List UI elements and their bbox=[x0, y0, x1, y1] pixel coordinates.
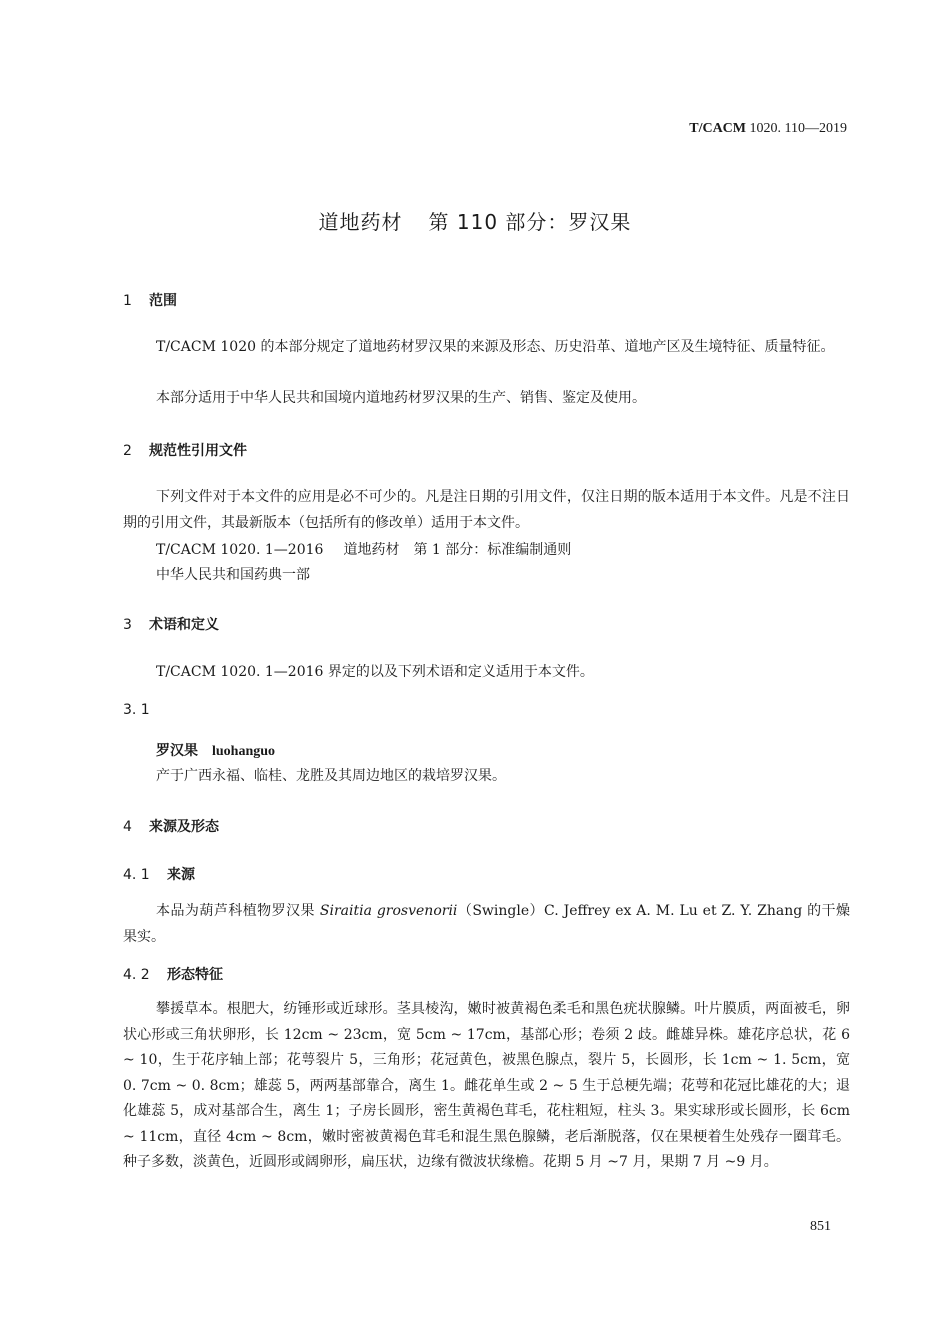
subsection-4-2-paragraph: 攀援草本。根肥大，纺锤形或近球形。茎具棱沟，嫩时被黄褐色柔毛和黑色疣状腺鳞。叶片膜质，两面被毛，卵状心形或三角状卵形，长 12cm ~ 23cm，宽 5cm ~ 17cm，基部心形；卷须 2 歧。雌雄异株。雄花序总状，花 6 ~ 10，生于花序轴上部；花萼裂片 5，三角形；花冠黄色，被黑色腺点，裂片 5，长圆形，长 1cm ~ 1. 5cm，宽 0. 7cm ~ 0. 8cm；雄蕊 5，两两基部靠合，离生 1。雌花单生或 2 ~ 5 生于总梗先端；花萼和花冠比雄花的大；退化雄蕊 5，成对基部合生，离生 1；子房长圆形，密生黄褐色茸毛，花柱粗短，柱头 3。果实球形或长圆形，长 6cm ~ 11cm，直径 4cm ~ 8cm，嫩时密被黄褐色茸毛和混生黑色腺鳞，老后渐脱落，仅在果梗着生处残存一圈茸毛。种子多数，淡黄色，近圆形或阔卵形，扁压状，边缘有微波状缘檐。花期 5 月 ~7 月，果期 7 月 ~9 月。 bbox=[123, 1001, 850, 1170]
subsection-4-1-heading bbox=[123, 864, 195, 884]
section-number: 3 bbox=[123, 617, 132, 633]
section-3-heading bbox=[123, 614, 219, 634]
section-4-heading bbox=[123, 816, 219, 836]
section-1-paragraph-2: 本部分适用于中华人民共和国境内道地药材罗汉果的生产、销售、鉴定及使用。 bbox=[156, 390, 646, 406]
section-3-paragraph-1: T/CACM 1020. 1—2016 界定的以及下列术语和定义适用于本文件。 bbox=[156, 664, 594, 680]
subsection-title: 来源 bbox=[167, 867, 195, 883]
subsection-3-1-number: 3. 1 bbox=[123, 702, 150, 718]
section-title: 规范性引用文件 bbox=[149, 443, 247, 459]
term-english: luohanguo bbox=[212, 744, 276, 759]
term-chinese: 罗汉果 bbox=[156, 743, 198, 759]
section-number: 4 bbox=[123, 819, 132, 835]
document-code bbox=[689, 121, 847, 137]
title-part-1: 道地药材 bbox=[318, 210, 403, 234]
section-number: 1 bbox=[123, 293, 132, 309]
section-title: 术语和定义 bbox=[149, 617, 219, 633]
document-code-number: 1020. 110—2019 bbox=[746, 121, 847, 136]
page-number: 851 bbox=[810, 1219, 831, 1234]
source-text-a: 本品为葫芦科植物罗汉果 bbox=[156, 903, 320, 919]
subsection-title: 形态特征 bbox=[167, 967, 223, 983]
section-1-heading bbox=[123, 290, 177, 310]
section-1-paragraph-1: T/CACM 1020 的本部分规定了道地药材罗汉果的来源及形态、历史沿革、道地产区及生境特征、质量特征。 bbox=[156, 339, 835, 355]
section-number: 2 bbox=[123, 443, 132, 459]
section-title: 范围 bbox=[149, 293, 177, 309]
subsection-4-2-heading bbox=[123, 964, 223, 984]
source-text-b: （Swingle）C. Jeffrey ex A. M. Lu et Z. Y. Zhang 的干燥果实。 bbox=[123, 903, 851, 945]
term bbox=[156, 740, 275, 760]
latin-name: Siraitia grosvenorii bbox=[319, 903, 458, 919]
reference-2: 中华人民共和国药典一部 bbox=[156, 567, 310, 583]
section-2-heading bbox=[123, 440, 247, 460]
page-title bbox=[0, 206, 950, 235]
subsection-4-1-paragraph bbox=[123, 899, 850, 950]
subsection-number: 4. 2 bbox=[123, 967, 150, 983]
section-2-paragraph-1: 下列文件对于本文件的应用是必不可少的。凡是注日期的引用文件，仅注日期的版本适用于本文件。凡是不注日期的引用文件，其最新版本（包括所有的修改单）适用于本文件。 bbox=[123, 489, 850, 531]
document-code-prefix: T/CACM bbox=[689, 121, 747, 136]
section-title: 来源及形态 bbox=[149, 819, 219, 835]
reference-1-code: T/CACM 1020. 1—2016 bbox=[156, 542, 324, 558]
term-definition: 产于广西永福、临桂、龙胜及其周边地区的栽培罗汉果。 bbox=[156, 768, 506, 784]
reference-1 bbox=[156, 539, 571, 559]
subsection-number: 4. 1 bbox=[123, 867, 150, 883]
reference-1-title: 道地药材 第 1 部分：标准编制通则 bbox=[343, 542, 572, 558]
title-part-2: 第 110 部分：罗汉果 bbox=[428, 210, 632, 234]
